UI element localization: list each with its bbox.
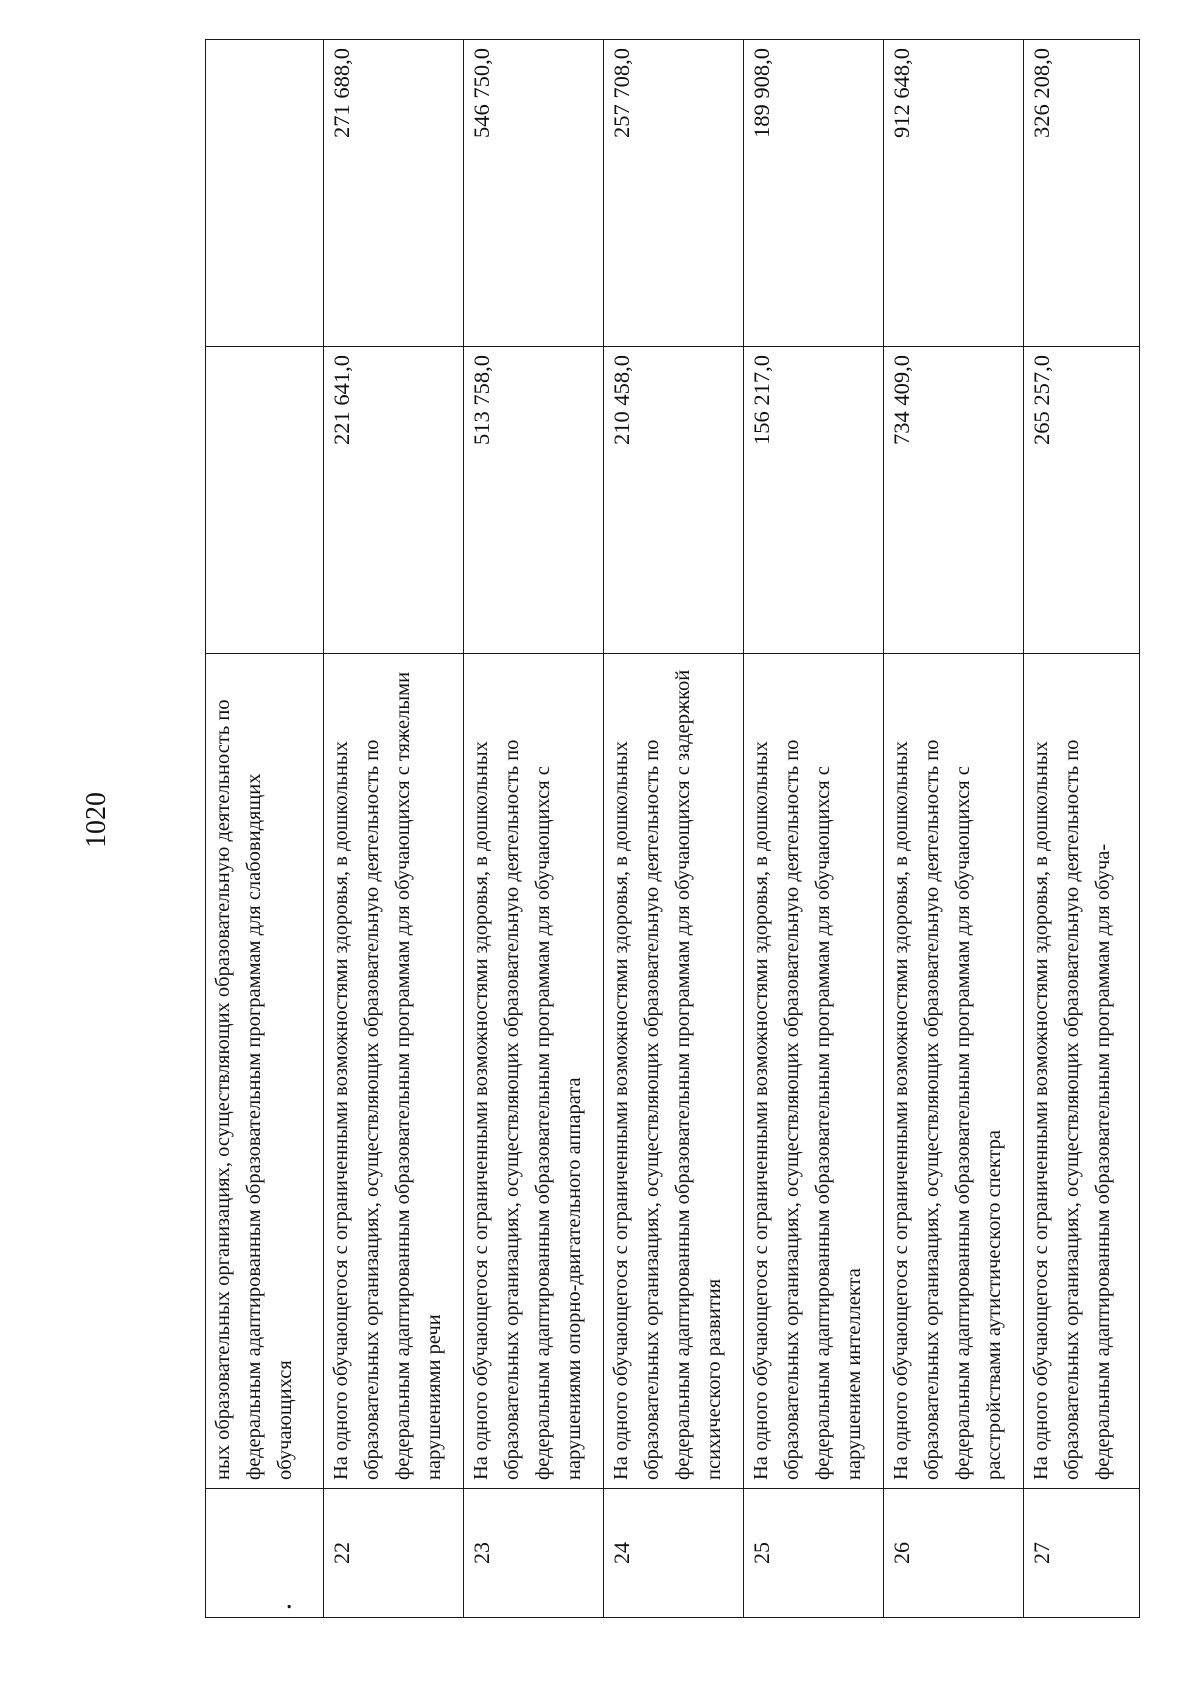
rotated-table-container xyxy=(205,48,1114,1618)
table-row xyxy=(1024,40,1140,1618)
row-description: ных образовательных организациях, осуществляющих образовательную деятельность по федеральным адаптированным образовательным программам для слабовидящих обучающихся xyxy=(206,654,324,1489)
row-value-2: 546 750,0 xyxy=(464,40,604,347)
table-row xyxy=(884,40,1024,1618)
row-value-2: 912 648,0 xyxy=(884,40,1024,347)
row-description: На одного обучающегося с ограниченными возможностями здоровья, в дошкольных образовательных организациях, осуществляющих образовательную деятельность по федеральным адаптированным образовательным программам для обучающихся с задержкой психического развития xyxy=(604,654,744,1489)
row-number: 23 xyxy=(464,1489,604,1618)
page-number: 1020 xyxy=(81,792,112,848)
table-row xyxy=(744,40,884,1618)
row-number: 24 xyxy=(604,1489,744,1618)
row-value-1: 734 409,0 xyxy=(884,347,1024,654)
row-value-1: 156 217,0 xyxy=(744,347,884,654)
row-value-1: 265 257,0 xyxy=(1024,347,1140,654)
row-value-2: 257 708,0 xyxy=(604,40,744,347)
row-value-2: 189 908,0 xyxy=(744,40,884,347)
row-number: 26 xyxy=(884,1489,1024,1618)
row-value-1 xyxy=(206,347,324,654)
table-row xyxy=(464,40,604,1618)
row-value-1: 513 758,0 xyxy=(464,347,604,654)
row-description: На одного обучающегося с ограниченными возможностями здоровья, в дошкольных образовательных организациях, осуществляющих образовательную деятельность по федеральным адаптированным образовательным программам для обуча- xyxy=(1024,654,1140,1489)
row-number-cell xyxy=(206,1489,324,1618)
row-description: На одного обучающегося с ограниченными возможностями здоровья, в дошкольных образовательных организациях, осуществляющих образовательную деятельность по федеральным адаптированным образовательным программам для обучающихся с нарушением интеллекта xyxy=(744,654,884,1489)
row-value-2: 271 688,0 xyxy=(324,40,464,347)
scan-dot-mark: • xyxy=(283,1604,298,1609)
row-value-1: 221 641,0 xyxy=(324,347,464,654)
row-description: На одного обучающегося с ограниченными возможностями здоровья, в дошкольных образовательных организациях, осуществляющих образовательную деятельность по федеральным адаптированным образовательным программам для обучающихся с тяжелыми нарушениями речи xyxy=(324,654,464,1489)
table-row xyxy=(604,40,744,1618)
row-value-2: 326 208,0 xyxy=(1024,40,1140,347)
row-number: 25 xyxy=(744,1489,884,1618)
row-description: На одного обучающегося с ограниченными возможностями здоровья, в дошкольных образовательных организациях, осуществляющих образовательную деятельность по федеральным адаптированным образовательным программам для обучающихся с расстройствами аутистического спектра xyxy=(884,654,1024,1489)
table-row xyxy=(206,40,324,1618)
table-row xyxy=(324,40,464,1618)
row-number: 27 xyxy=(1024,1489,1140,1618)
row-number: 22 xyxy=(324,1489,464,1618)
row-value-2 xyxy=(206,40,324,347)
row-value-1: 210 458,0 xyxy=(604,347,744,654)
data-table xyxy=(205,39,1140,1618)
row-description: На одного обучающегося с ограниченными возможностями здоровья, в дошкольных образовательных организациях, осуществляющих образовательную деятельность по федеральным адаптированным образовательным программам для обучающихся с нарушениями опорно-двигательного аппарата xyxy=(464,654,604,1489)
